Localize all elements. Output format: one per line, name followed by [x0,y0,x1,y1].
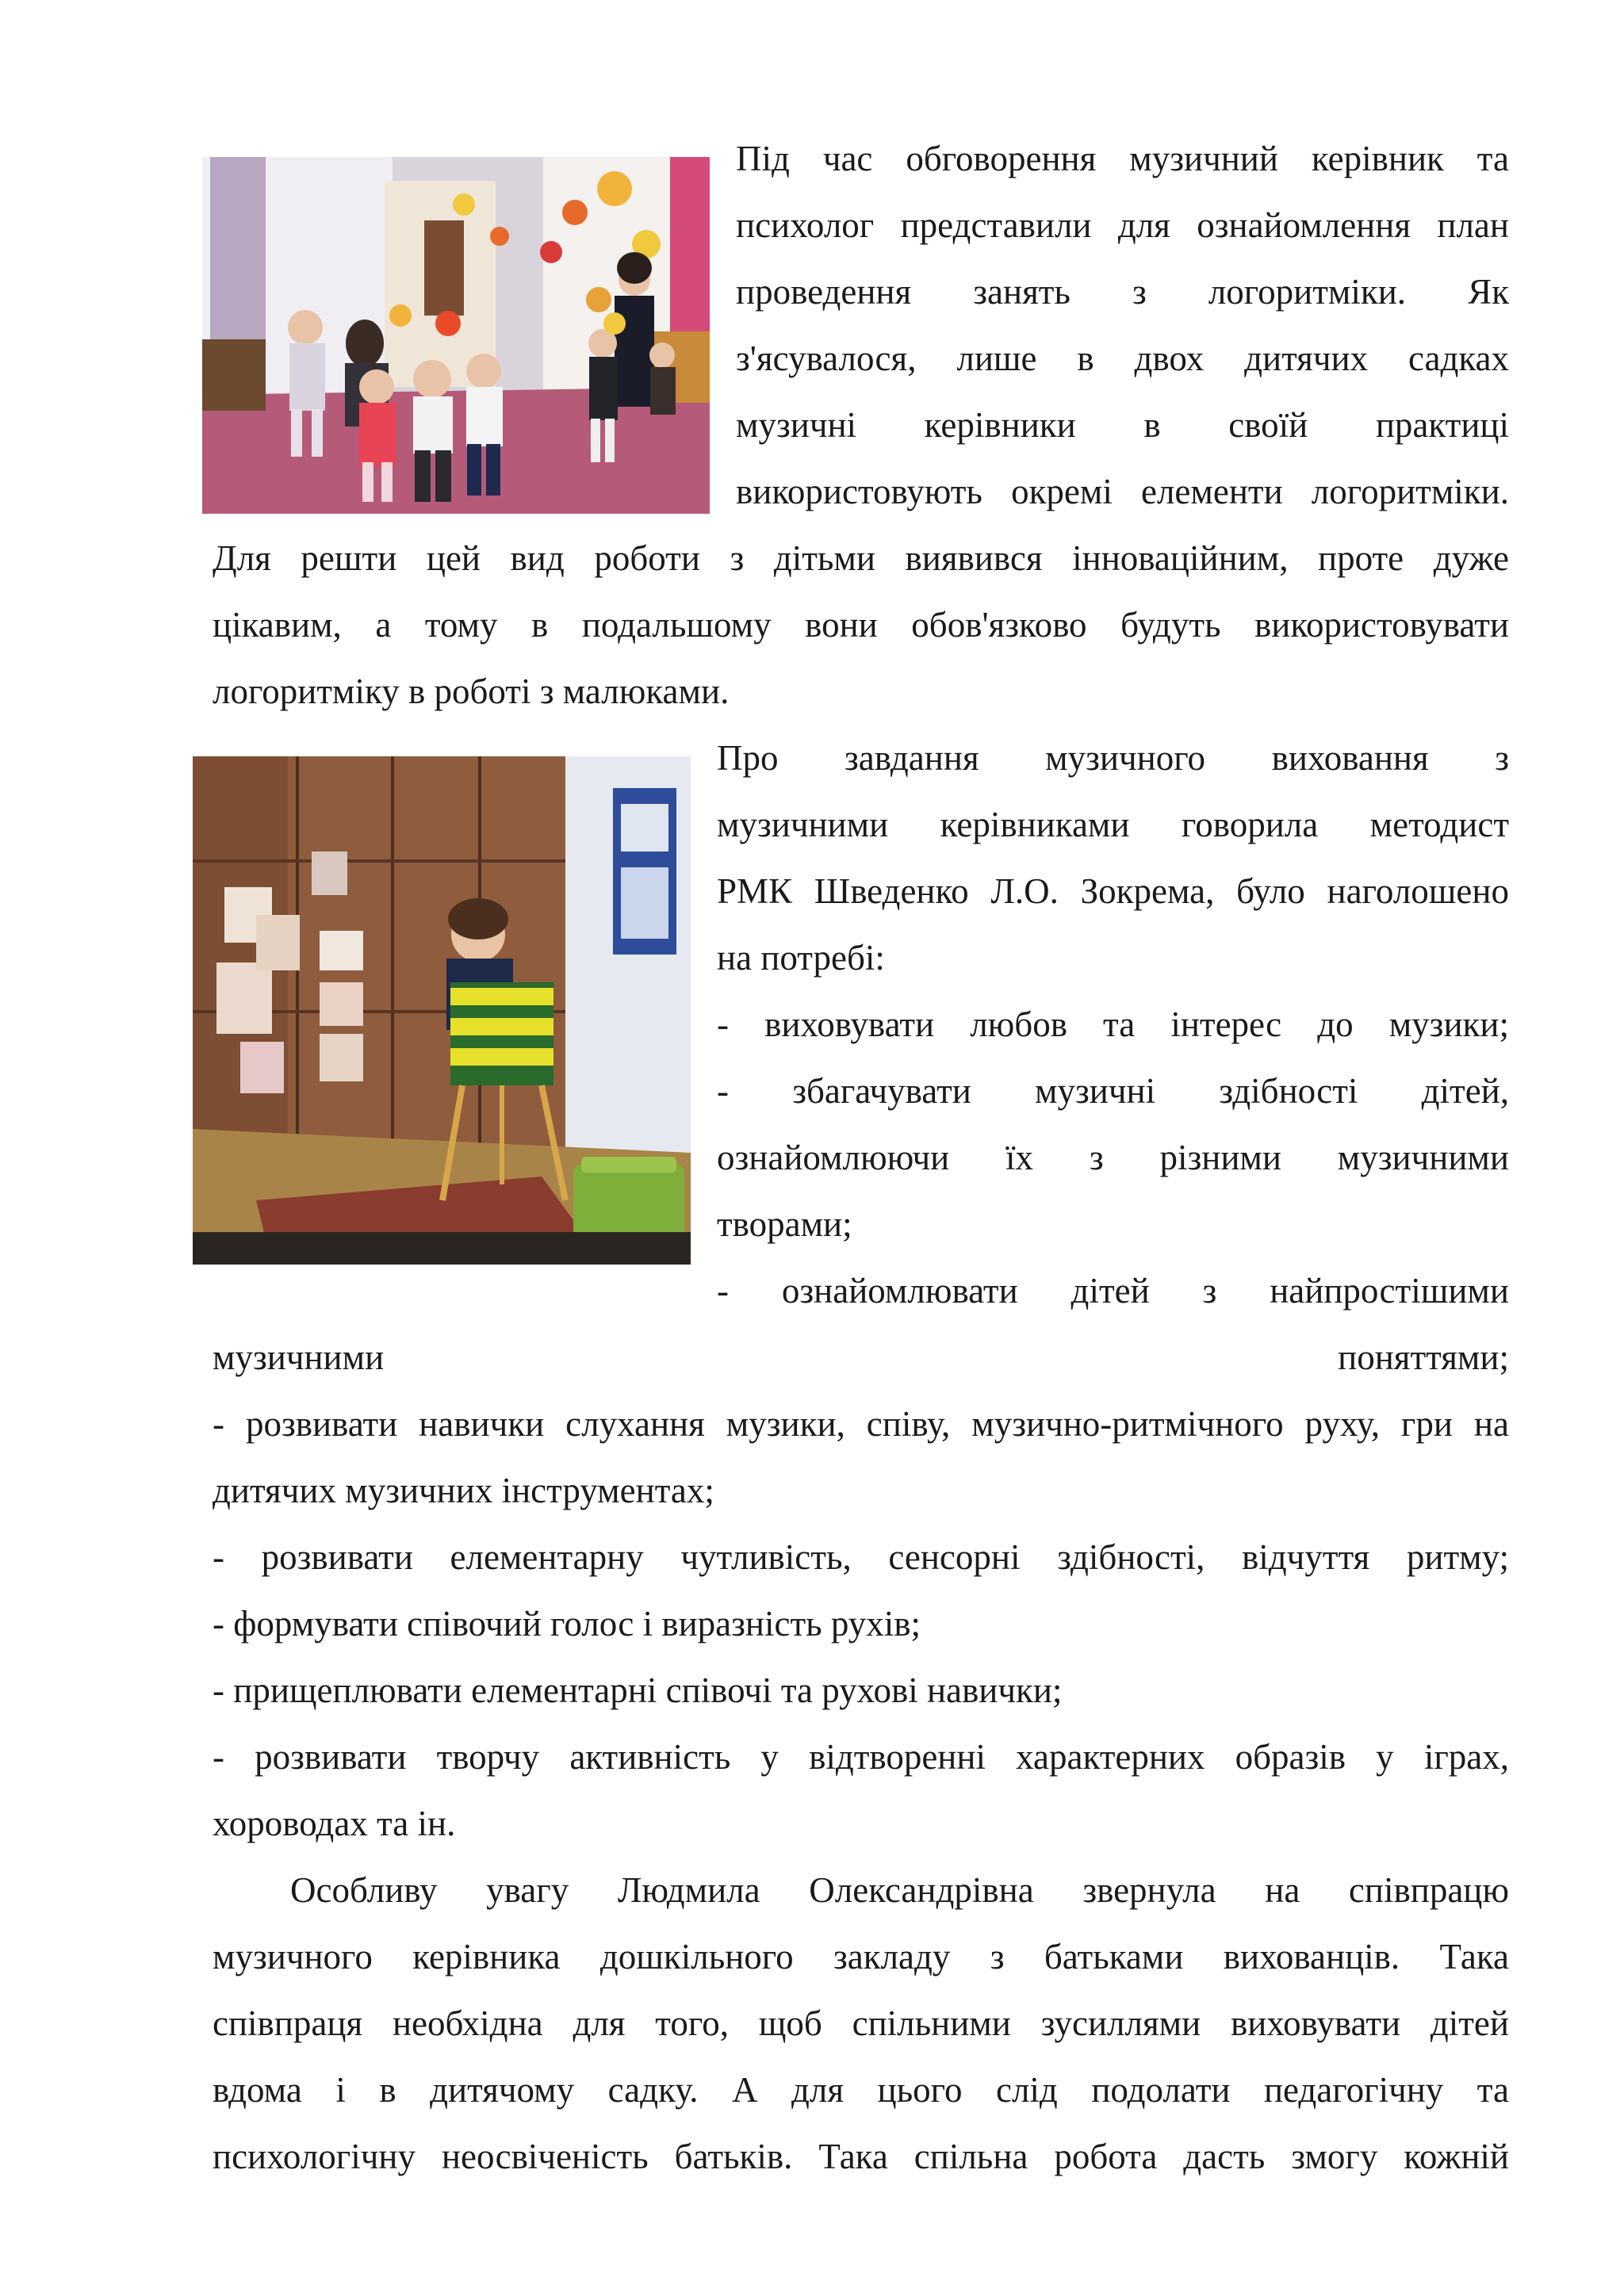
text-line: Для решти цей вид роботи з дітьми виявився інноваційним, проте дуже [213,538,1509,578]
text-line: РМК Шведенко Л.О. Зокрема, було наголошено [717,871,1509,911]
text-line: на потребі: [717,938,885,978]
text-line: логоритміку в роботі з малюками. [213,672,730,711]
photo-children-dance [202,157,710,514]
text-line: з'ясувалося, лише в двох дитячих садках [736,339,1509,378]
text-line: - збагачувати музичні здібності дітей, [717,1071,1509,1111]
text-line: вдома і в дитячому садку. А для цього слід подолати педагогічну та [213,2070,1509,2110]
text-line: цікавим, а тому в подальшому вони обов'язково будуть використовувати [213,605,1509,645]
text-line: проведення занять з логоритміки. Як [736,272,1509,312]
text-line: Особливу увагу Людмила Олександрівна звернула на співпрацю [290,1870,1509,1910]
text-line: використовують окремі елементи логоритміки. [736,472,1509,511]
text-line: - формувати співочий голос і виразність рухів; [213,1604,921,1644]
text-line: психолог представили для ознайомлення план [736,205,1509,245]
text-line: Під час обговорення музичний керівник та [736,139,1509,178]
text-line: музичного керівника дошкільного закладу з батьками вихованців. Така [213,1937,1509,1976]
text-line: - ознайомлювати дітей з найпростішими [717,1271,1509,1311]
text-line: музичними керівниками говорила методист [717,805,1509,844]
text-line: - розвивати творчу активність у відтворенні характерних образів у іграх, [213,1737,1509,1777]
text-line: - розвивати навички слухання музики, співу, музично-ритмічного руху, гри на [213,1404,1509,1444]
text-line: дитячих музичних інструментах; [213,1471,714,1510]
text-line: психологічну неосвіченість батьків. Така спільна робота дасть змогу кожній [213,2137,1509,2176]
text-line: Про завдання музичного виховання з [717,738,1509,778]
text-line: музичні керівники в своїй практиці [736,405,1509,445]
text-line: творами; [717,1204,852,1244]
text-line: - виховувати любов та інтерес до музики; [717,1004,1509,1044]
text-line: хороводах та ін. [213,1804,456,1843]
text-line: співпраця необхідна для того, щоб спільними зусиллями виховувати дітей [213,2003,1509,2043]
text-line: ознайомлюючи їх з різними музичними [717,1138,1509,1177]
text-line: - прищеплювати елементарні співочі та рухові навички; [213,1670,1063,1710]
photo-methodist-easel [193,756,691,1265]
text-line: музичними поняттями; [213,1337,1509,1377]
text-line: - розвивати елементарну чутливість, сенсорні здібності, відчуття ритму; [213,1537,1509,1577]
